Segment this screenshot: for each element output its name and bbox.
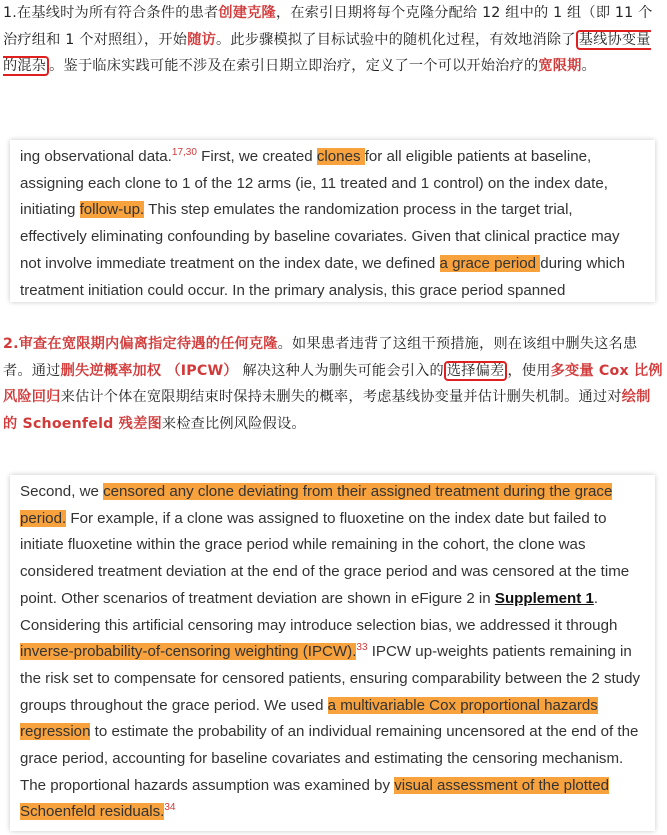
highlight-grace-period: a grace period bbox=[439, 254, 541, 272]
zh1-key-create-clones: 创建克隆 bbox=[218, 5, 276, 21]
excerpt-card-2 bbox=[10, 475, 655, 831]
zh1-text: 1.在基线时为所有符合条件的患者 bbox=[3, 5, 219, 21]
zh2-text: 来估计个体在宽限期结束时保持未删失的概率，考虑基线协变量并估计删失机制。通过对 bbox=[60, 389, 622, 405]
zh2-key-ipcw: 删失逆概率加权 （IPCW） bbox=[60, 362, 238, 379]
zh2-text: 来检查比例风险假设。 bbox=[161, 415, 306, 432]
excerpt-card-1 bbox=[10, 140, 655, 302]
zh2-text: 解决这种人为删失可能会引入的 bbox=[237, 362, 444, 379]
highlight-ipcw: inverse-probability-of-censoring weighting (IPCW). bbox=[20, 643, 357, 661]
card1-text: ing observational data. bbox=[20, 148, 172, 165]
card1-text: during which treatment initiation could occur. In the primary analysis, this grace period spanned bbox=[20, 254, 625, 299]
card2-text: For example, if a clone was assigned to fluoxetine on the index date but failed to initiate fluoxetine within the grace period while remaining in the cohort, the clone was considered treatment deviation at the end of the grace period and was censored at the time point. Other scenarios of treatment deviation are shown in eFigure 2 in bbox=[20, 509, 630, 607]
zh-paragraph-1 bbox=[0, 0, 667, 80]
highlight-censored-clone: censored any clone deviating from their assigned treatment during the grace period. bbox=[20, 483, 613, 527]
zh1-key-grace-period: 宽限期 bbox=[538, 58, 582, 74]
card1-text: for all eligible patients at baseline, assigning each clone to 1 of the 12 arms (ie, 11 treated and 1 control) on the index date, initiating bbox=[20, 148, 608, 219]
citation-17-30[interactable]: 17,30 bbox=[171, 146, 197, 158]
zh1-text: 。此步骤模拟了目标试验中的随机化过程，有效地消除了 bbox=[215, 31, 576, 48]
zh2-key-cox-regression: 多变量 Cox 比例风险回归 bbox=[3, 362, 663, 405]
highlight-schoenfeld: visual assessment of the plotted Schoenfeld residuals. bbox=[20, 776, 609, 821]
zh2-boxed-selection-bias: 选择偏差 bbox=[444, 361, 508, 381]
zh1-boxed-confounding: 基线协变量的混杂 bbox=[3, 31, 651, 74]
zh1-text: ，在索引日期将每个克隆分配给 12 组中的 1 组（即 11 个治疗组和 1 个对照组），开始 bbox=[3, 5, 653, 48]
citation-33[interactable]: 33 bbox=[356, 642, 368, 654]
card2-text: Second, we bbox=[20, 483, 104, 500]
zh1-text: 。鉴于临床实践可能不涉及在索引日期立即治疗，定义了一个可以开始治疗的 bbox=[49, 58, 539, 74]
card2-text: IPCW up-weights patients remaining in the risk set to compensate for censored patients, ensuring comparability between the 2 study groups throughout the grace period. We used bbox=[20, 643, 641, 714]
highlight-cox-regression: a multivariable Cox proportional hazards regression bbox=[20, 696, 598, 741]
zh2-key-censor-clones: 2.审查在宽限期内偏离指定待遇的任何克隆 bbox=[3, 336, 278, 352]
zh1-text: 。 bbox=[581, 58, 596, 74]
zh2-text: ，使用 bbox=[507, 362, 551, 379]
supplement-link[interactable]: Supplement 1 bbox=[494, 589, 594, 607]
citation-34[interactable]: 34 bbox=[164, 802, 176, 814]
zh2-text: 。如果患者违背了这组干预措施，则在该组中删失这名患者。通过 bbox=[3, 336, 638, 379]
card2-text: . Considering this artificial censoring may introduce selection bias, we addressed it through bbox=[20, 589, 618, 634]
zh2-key-schoenfeld: 绘制的 Schoenfeld 残差图 bbox=[3, 389, 651, 432]
highlight-clones: clones bbox=[316, 148, 365, 165]
zh1-key-followup: 随访 bbox=[187, 31, 216, 48]
highlight-follow-up: follow-up. bbox=[79, 201, 145, 219]
card1-text: This step emulates the randomization process in the target trial, effectively eliminating confounding by baseline covariates. Given that clinical practice may not involve immediate treatment on the index date, we defined bbox=[20, 201, 620, 272]
zh-paragraph-2 bbox=[0, 331, 667, 437]
card1-text: First, we created bbox=[196, 148, 317, 165]
card2-text: to estimate the probability of an individual remaining uncensored at the end of the grace period, accounting for baseline covariates and estimating the censoring mechanism. The proportional hazards assumption was examined by bbox=[20, 723, 639, 794]
